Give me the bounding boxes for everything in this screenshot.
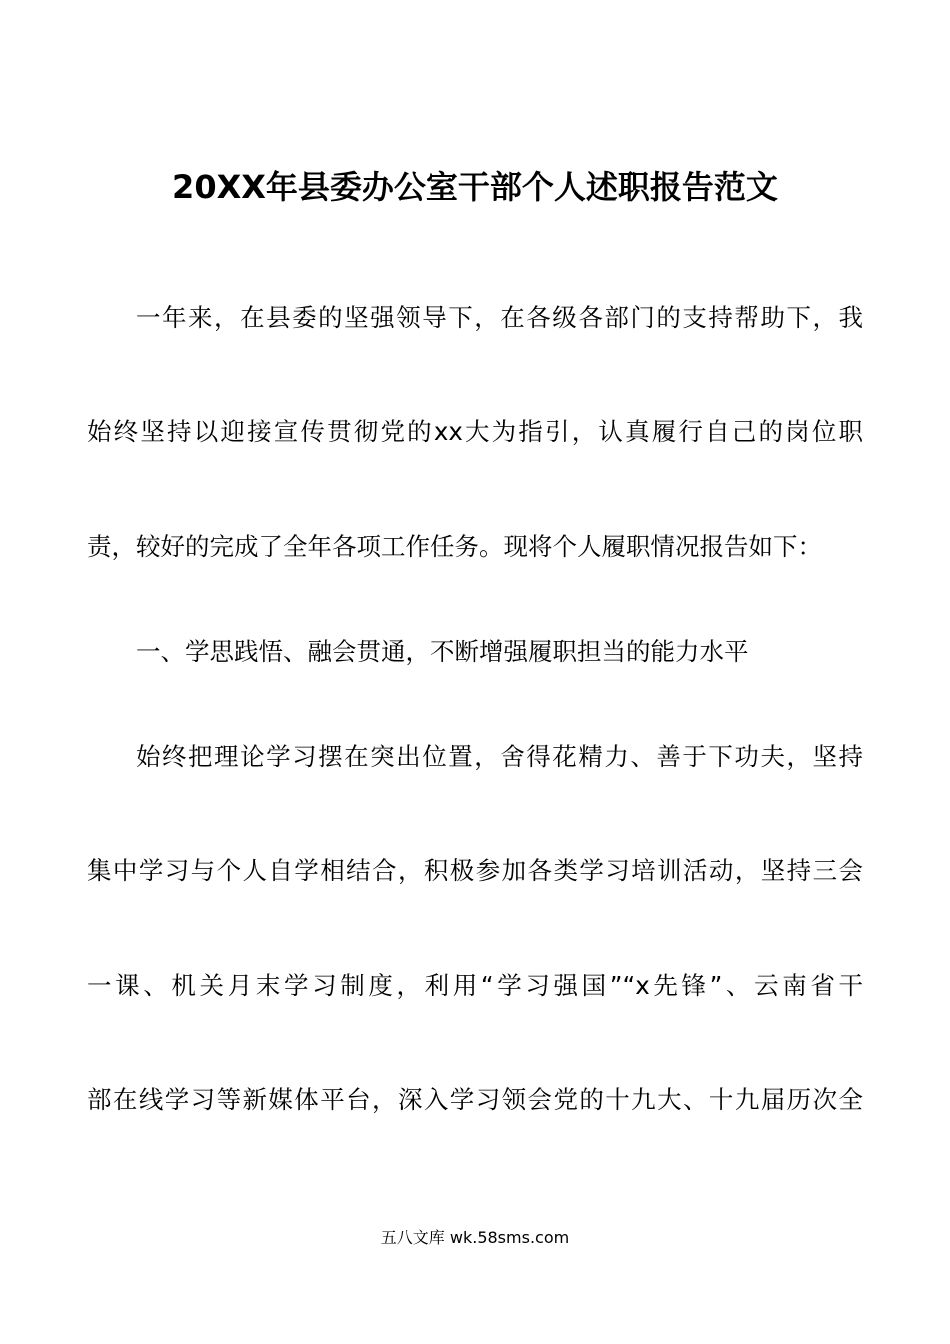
body-line-2: 始终坚持以迎接宣传贯彻党的xx大为指引，认真履行自己的岗位职 — [87, 417, 863, 446]
body-line-7: 一课、机关月末学习制度，利用“学习强国”“x先锋”、云南省干 — [87, 971, 863, 1000]
footer-watermark-text: 五八文库 wk.58sms.com — [380, 1228, 570, 1247]
body-line-3: 责，较好的完成了全年各项工作任务。现将个人履职情况报告如下： — [87, 532, 822, 561]
body-line-1: 一年来，在县委的坚强领导下，在各级各部门的支持帮助下，我 — [136, 303, 863, 332]
section-heading-1: 一、学思践悟、融会贯通，不断增强履职担当的能力水平 — [136, 637, 749, 666]
body-line-8: 部在线学习等新媒体平台，深入学习领会党的十九大、十九届历次全 — [87, 1085, 863, 1114]
page-title: 20XX年县委办公室干部个人述职报告范文 — [172, 168, 778, 206]
body-line-5: 始终把理论学习摆在突出位置，舍得花精力、善于下功夫，坚持 — [136, 742, 863, 771]
body-line-6: 集中学习与个人自学相结合，积极参加各类学习培训活动，坚持三会 — [87, 856, 863, 885]
